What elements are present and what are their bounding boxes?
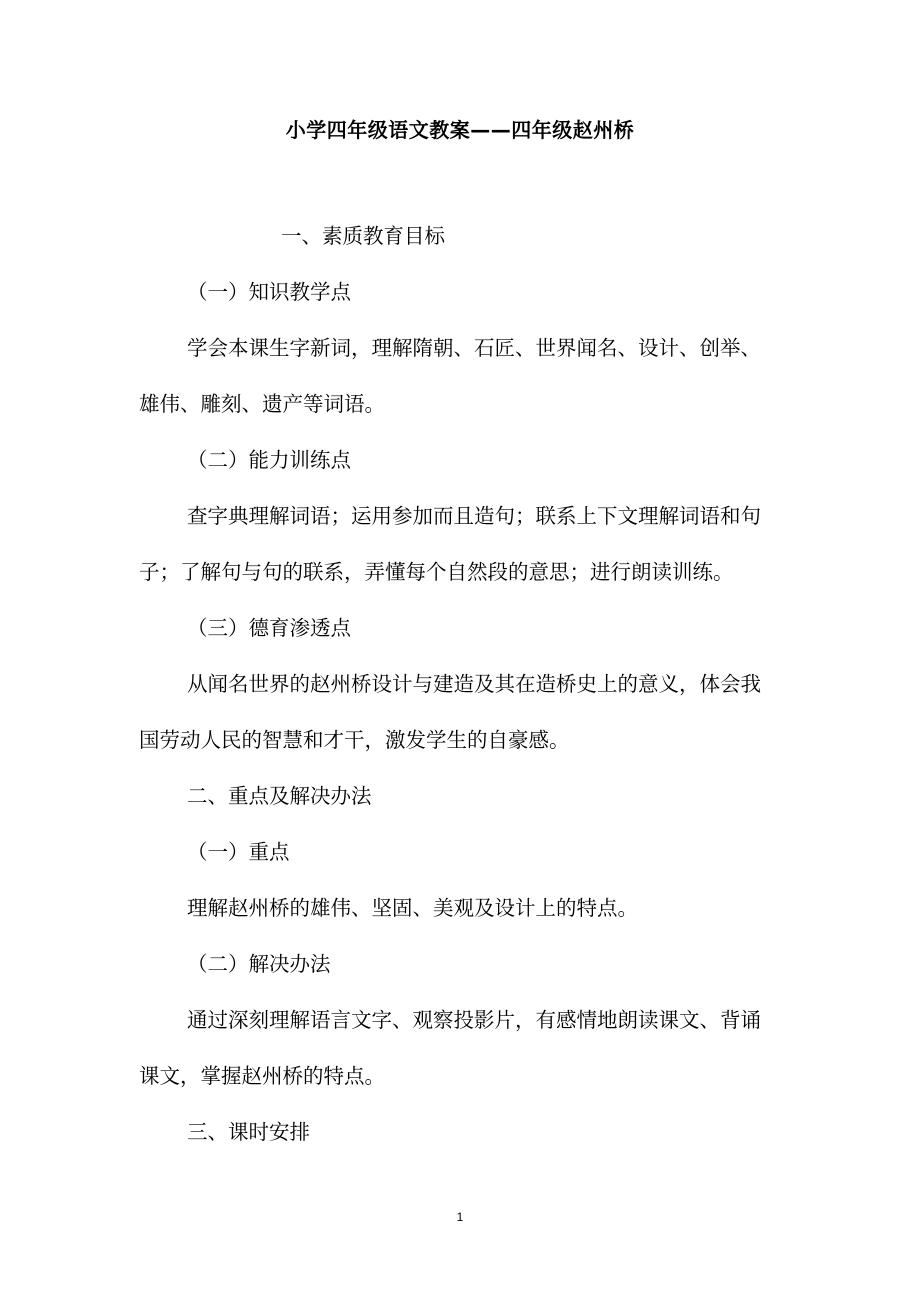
paragraph-line: 国劳动人民的智慧和才干，激发学生的自豪感。 — [139, 728, 570, 752]
page-number: 1 — [456, 1210, 464, 1224]
document-title: 小学四年级语文教案——四年级赵州桥 — [285, 118, 635, 142]
section-heading-3: 三、课时安排 — [187, 1120, 310, 1144]
subsection-heading-moral: （三）德育渗透点 — [187, 616, 351, 640]
section-heading-1: 一、素质教育目标 — [281, 224, 445, 248]
paragraph-line: 查字典理解词语；运用参加而且造句；联系上下文理解词语和句 — [187, 504, 761, 528]
subsection-heading-ability: （二）能力训练点 — [187, 448, 351, 472]
subsection-heading-knowledge: （一）知识教学点 — [187, 280, 351, 304]
paragraph-line: 理解赵州桥的雄伟、坚固、美观及设计上的特点。 — [187, 896, 638, 920]
section-heading-2: 二、重点及解决办法 — [187, 784, 372, 808]
paragraph-line: 雄伟、雕刻、遗产等词语。 — [139, 392, 385, 416]
subsection-heading-solution: （二）解决办法 — [187, 952, 331, 976]
paragraph-line: 从闻名世界的赵州桥设计与建造及其在造桥史上的意义，体会我 — [187, 672, 761, 696]
paragraph-line: 通过深刻理解语言文字、观察投影片，有感情地朗读课文、背诵 — [187, 1008, 761, 1032]
paragraph-line: 学会本课生字新词，理解隋朝、石匠、世界闻名、设计、创举、 — [187, 336, 761, 360]
subsection-heading-focus: （一）重点 — [187, 840, 290, 864]
paragraph-line: 子；了解句与句的联系，弄懂每个自然段的意思；进行朗读训练。 — [139, 560, 734, 584]
paragraph-line: 课文，掌握赵州桥的特点。 — [139, 1064, 385, 1088]
